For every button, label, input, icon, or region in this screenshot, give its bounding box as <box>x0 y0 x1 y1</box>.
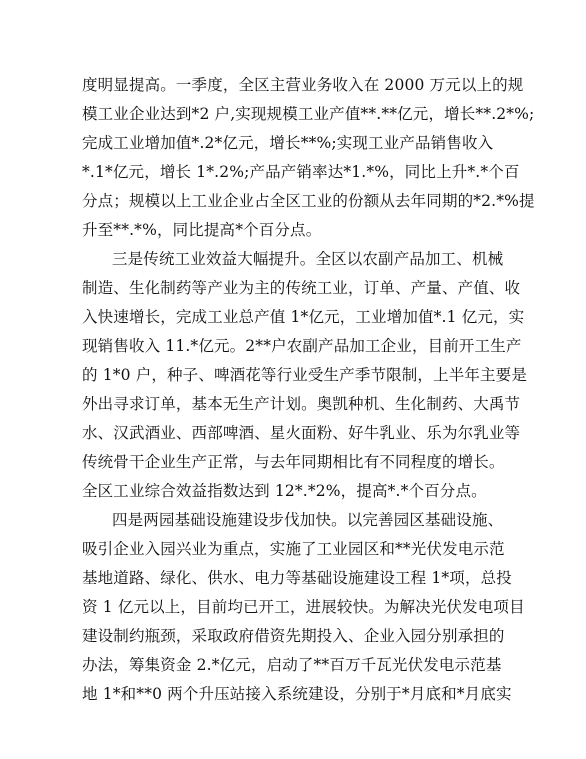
text-line-6: 升至**.*%，同比提高*个百分点。 <box>82 221 322 239</box>
text-line-21: 办法，筹集资金 2.*亿元，启动了**百万千瓦光伏发电示范基 <box>82 656 502 674</box>
text-line-4: *.1*亿元，增长 1*.2%;产品产销率达*1.*%，同比上升*.*个百 <box>82 163 520 181</box>
text-line-13: 水、汉武酒业、西部啤酒、星火面粉、好牛乳业、乐为尔乳业等 <box>82 424 521 442</box>
text-line-11: 的 1*0 户，种子、啤酒花等行业受生产季节限制，上半年主要是 <box>82 366 527 384</box>
text-line-8: 制造、生化制药等产业为主的传统工业，订单、产量、产值、收 <box>82 279 521 297</box>
text-line-18: 基地道路、绿化、供水、电力等基础设施建设工程 1*项，总投 <box>82 569 512 587</box>
text-line-15: 全区工业综合效益指数达到 12*.*2%，提高*.*个百分点。 <box>82 482 487 500</box>
text-line-22: 地 1*和**0 两个升压站接入系统建设，分别于*月底和*月底实 <box>82 685 512 703</box>
text-line-10: 现销售收入 11.*亿元。2**户农副产品加工企业，目前开工生产 <box>82 337 522 355</box>
text-line-2: 模工业企业达到*2 户,实现规模工业产值**.**亿元，增长**.2*%; <box>82 105 535 123</box>
text-line-20: 建设制约瓶颈，采取政府借资先期投入、企业入园分别承担的 <box>82 627 505 645</box>
text-line-14: 传统骨干企业生产正常，与去年同期相比有不同程度的增长。 <box>82 453 505 471</box>
text-line-19: 资 1 亿元以上，目前均已开工，进展较快。为解决光伏发电项目 <box>82 598 525 616</box>
text-line-3: 完成工业增加值*.2*亿元，增长**%;实现工业产品销售收入 <box>82 134 494 152</box>
paragraph-2-first-line: 三是传统工业效益大幅提升。全区以农副产品加工、机械 <box>112 250 504 268</box>
paragraph-3-first-line: 四是两园基础设施建设步伐加快。以完善园区基础设施、 <box>112 511 504 529</box>
text-line-9: 入快速增长，完成工业总产值 1*亿元，工业增加值*.1 亿元，实 <box>82 308 525 326</box>
text-line-12: 外出寻求订单，基本无生产计划。奥凯种机、生化制药、大禹节 <box>82 395 521 413</box>
text-line-5: 分点；规模以上工业企业占全区工业的份额从去年同期的*2.*%提 <box>82 192 535 210</box>
text-line-1: 度明显提高。一季度，全区主营业务收入在 2000 万元以上的规 <box>82 76 524 94</box>
text-line-17: 吸引企业入园兴业为重点，实施了工业园区和**光伏发电示范 <box>82 540 505 558</box>
